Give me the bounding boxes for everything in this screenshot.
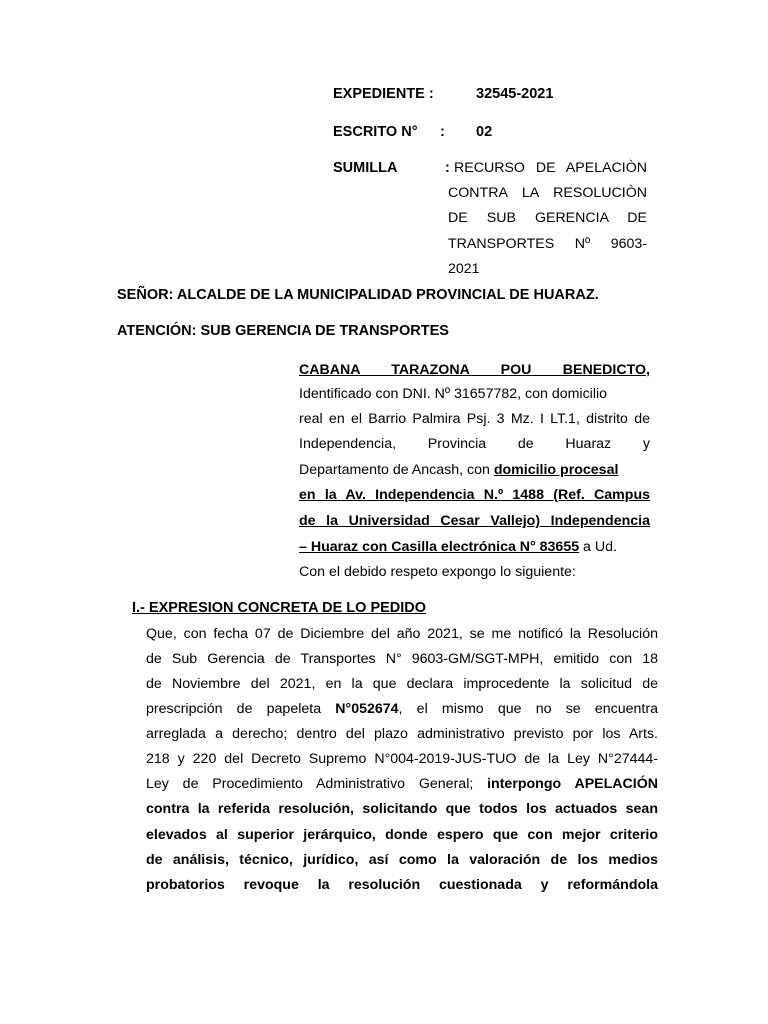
- body-line: [146, 701, 658, 717]
- body-line: de Noviembre del 2021, en la que declara improcedente la solicitud de: [146, 676, 658, 692]
- sumilla-colon: :: [445, 160, 450, 176]
- escrito-colon: :: [440, 124, 445, 140]
- petitioner-name: CABANA TARAZONA POU BENEDICTO,: [299, 362, 650, 378]
- petitioner-line-text: a Ud.: [579, 539, 617, 555]
- petitioner-line: en la Av. Independencia N.º 1488 (Ref. Campus: [299, 487, 650, 503]
- petitioner-line: Identificado con DNI. Nº 31657782, con domicilio: [299, 386, 608, 402]
- body-line: contra la referida resolución, solicitando que todos los actuados sean: [146, 801, 658, 817]
- sumilla-line: CONTRA LA RESOLUCIÒN: [448, 185, 647, 201]
- petitioner-line: real en el Barrio Palmira Psj. 3 Mz. I LT.1, distrito de: [299, 411, 650, 427]
- senor-line: SEÑOR: ALCALDE DE LA MUNICIPALIDAD PROVINCIAL DE HUARAZ.: [117, 287, 599, 303]
- sumilla-line: RECURSO DE APELACIÒN: [454, 160, 647, 176]
- body-line: probatorios revoque la resolución cuestionada y reformándola: [146, 877, 658, 893]
- section-heading: I.- EXPRESION CONCRETA DE LO PEDIDO: [132, 600, 427, 616]
- body-line: de análisis, técnico, jurídico, así como la valoración de los medios: [146, 852, 658, 868]
- petitioner-line-text: Departamento de Ancash, con: [299, 462, 490, 478]
- petitioner-line: de la Universidad Cesar Vallejo) Independencia: [299, 513, 650, 529]
- petitioner-line: Con el debido respeto expongo lo siguiente:: [299, 564, 576, 580]
- body-text: prescripción de papeleta: [146, 701, 336, 717]
- sumilla-label: SUMILLA: [333, 160, 398, 176]
- body-text: Ley de Procedimiento Administrativo General;: [146, 776, 488, 792]
- expediente-label: EXPEDIENTE :: [333, 86, 434, 102]
- atencion-line: ATENCIÓN: SUB GERENCIA DE TRANSPORTES: [117, 323, 449, 339]
- sumilla-line: TRANSPORTES Nº 9603-: [448, 236, 647, 252]
- body-line: 218 y 220 del Decreto Supremo N°004-2019-JUS-TUO de la Ley N°27444-: [146, 751, 658, 767]
- papeleta-number: N°052674: [335, 701, 399, 717]
- expediente-value: 32545-2021: [476, 86, 554, 102]
- apelacion-phrase: interpongo APELACIÓN: [487, 776, 658, 792]
- escrito-label: ESCRITO N°: [333, 124, 418, 140]
- petitioner-line: [299, 539, 617, 555]
- sumilla-line: DE SUB GERENCIA DE: [448, 210, 647, 226]
- domicilio-procesal: domicilio procesal: [493, 462, 619, 478]
- casilla-electronica: – Huaraz con Casilla electrónica N° 83655: [299, 539, 580, 555]
- petitioner-line: [299, 462, 618, 478]
- body-text: , el mismo que no se encuentra: [398, 701, 658, 717]
- body-line: elevados al superior jerárquico, donde espero que con mejor criterio: [146, 827, 658, 843]
- body-line: de Sub Gerencia de Transportes N° 9603-GM/SGT-MPH, emitido con 18: [146, 651, 658, 667]
- escrito-value: 02: [476, 124, 493, 140]
- sumilla-line: 2021: [448, 261, 480, 277]
- petitioner-line: Independencia, Provincia de Huaraz y: [299, 436, 650, 452]
- body-line: Que, con fecha 07 de Diciembre del año 2021, se me notificó la Resolución: [146, 626, 658, 642]
- body-line: arreglada a derecho; dentro del plazo administrativo previsto por los Arts.: [146, 726, 658, 742]
- body-line: [146, 776, 658, 792]
